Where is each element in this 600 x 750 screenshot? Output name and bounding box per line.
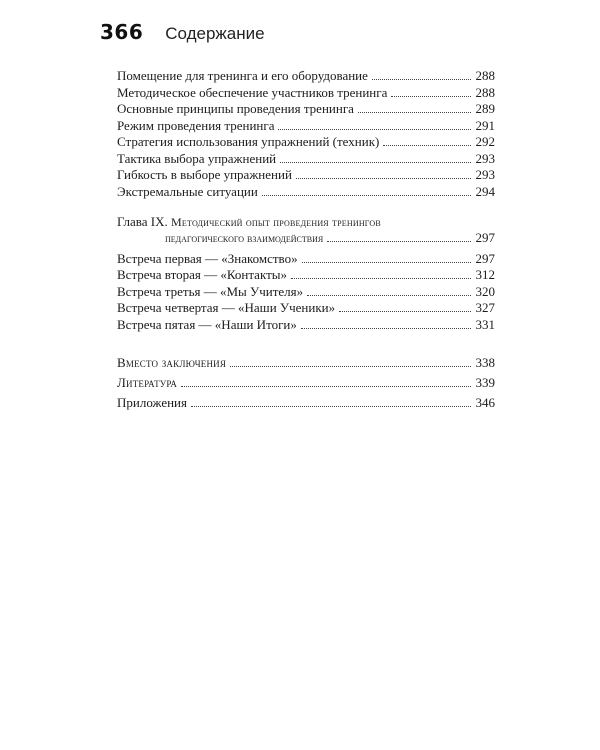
toc-entry[interactable] (117, 184, 495, 201)
page-number: 366 (100, 20, 144, 44)
dot-leader (301, 328, 471, 329)
toc-entry-title: Тактика выбора упражнений (117, 150, 277, 166)
toc-entry-title: Гибкость в выборе упражнений (117, 167, 292, 182)
toc-entry-page: 320 (475, 283, 495, 299)
toc-entry-page: 293 (475, 167, 495, 182)
dot-leader (280, 162, 471, 163)
toc-entry-title: Встреча первая — «Знакомство» (117, 250, 298, 266)
toc-entry-title: Режим проведения тренинга (117, 117, 275, 133)
toc-entry-title: Вместо заключения (117, 355, 227, 370)
dot-leader (181, 386, 471, 387)
dot-leader (372, 79, 471, 80)
toc-entry-page: 338 (475, 355, 495, 370)
toc-entry-title: Помещение для тренинга и его оборудование (117, 68, 368, 83)
toc-entry-page: 297 (475, 230, 495, 245)
toc-entry-title: Встреча пятая — «Наши Итоги» (117, 316, 297, 332)
toc-entry[interactable] (117, 251, 495, 268)
toc-entry[interactable] (117, 300, 495, 317)
toc-entry-page: 297 (475, 250, 495, 266)
toc-entry[interactable] (117, 134, 495, 151)
toc-entry-page: 293 (475, 150, 495, 166)
toc-entry[interactable] (117, 395, 495, 415)
toc-entry-page: 294 (475, 183, 495, 199)
dot-leader (230, 366, 471, 367)
toc-entry[interactable] (117, 118, 495, 135)
toc-entry-page: 289 (475, 101, 495, 116)
toc-entry-page: 288 (475, 84, 495, 100)
toc-entry-title: Основные принципы проведения тренинга (117, 101, 354, 116)
running-title: Содержание (165, 24, 265, 43)
chapter-label: Глава IX. (117, 214, 168, 229)
toc-entry[interactable] (117, 375, 495, 395)
toc-entry-page: 327 (475, 300, 495, 315)
toc-entry[interactable] (117, 68, 495, 85)
toc-entry[interactable] (117, 167, 495, 184)
toc-entry[interactable] (117, 355, 495, 375)
toc-entry[interactable] (117, 317, 495, 334)
chapter-title-line2: педагогического взаимодействия (165, 231, 324, 245)
toc-entry-page: 291 (475, 117, 495, 133)
table-of-contents (117, 68, 495, 415)
toc-entry[interactable] (165, 230, 495, 247)
toc-entry-title: Встреча третья — «Мы Учителя» (117, 283, 304, 299)
toc-entry-title: Приложения (117, 395, 187, 410)
chapter-title-line1: Методический опыт проведения тренингов (171, 215, 381, 229)
dot-leader (391, 96, 471, 97)
toc-entry-page: 331 (475, 316, 495, 332)
dot-leader (307, 295, 471, 296)
toc-chapter-group (117, 214, 495, 333)
toc-entry[interactable] (117, 267, 495, 284)
group-spacer (117, 200, 495, 214)
toc-back-matter-group (117, 355, 495, 415)
toc-entry[interactable] (117, 284, 495, 301)
toc-entry-page: 339 (475, 375, 495, 390)
dot-leader (358, 112, 471, 113)
toc-entry[interactable] (117, 151, 495, 168)
dot-leader (191, 406, 471, 407)
dot-leader (296, 178, 471, 179)
group-spacer (117, 333, 495, 355)
dot-leader (383, 145, 471, 146)
toc-entry-title: Стратегия использования упражнений (техник) (117, 134, 380, 149)
dot-leader (327, 241, 471, 242)
toc-section-group (117, 68, 495, 200)
toc-entry-title: Встреча вторая — «Контакты» (117, 267, 288, 282)
toc-entry-title: Встреча четвертая — «Наши Ученики» (117, 300, 336, 315)
toc-entry-page: 312 (475, 267, 495, 282)
toc-entry-title: Литература (117, 375, 178, 390)
toc-entry-page: 288 (475, 68, 495, 83)
dot-leader (291, 278, 471, 279)
chapter-heading[interactable] (117, 214, 495, 230)
toc-entry-page: 292 (475, 134, 495, 149)
page-header (100, 20, 265, 50)
dot-leader (339, 311, 471, 312)
toc-entry-title: Экстремальные ситуации (117, 183, 258, 199)
toc-entry[interactable] (117, 85, 495, 102)
dot-leader (262, 195, 471, 196)
toc-entry-title: Методическое обеспечение участников тренинга (117, 84, 388, 100)
toc-entry-page: 346 (475, 395, 495, 410)
toc-entry[interactable] (117, 101, 495, 118)
dot-leader (302, 262, 471, 263)
dot-leader (278, 129, 471, 130)
